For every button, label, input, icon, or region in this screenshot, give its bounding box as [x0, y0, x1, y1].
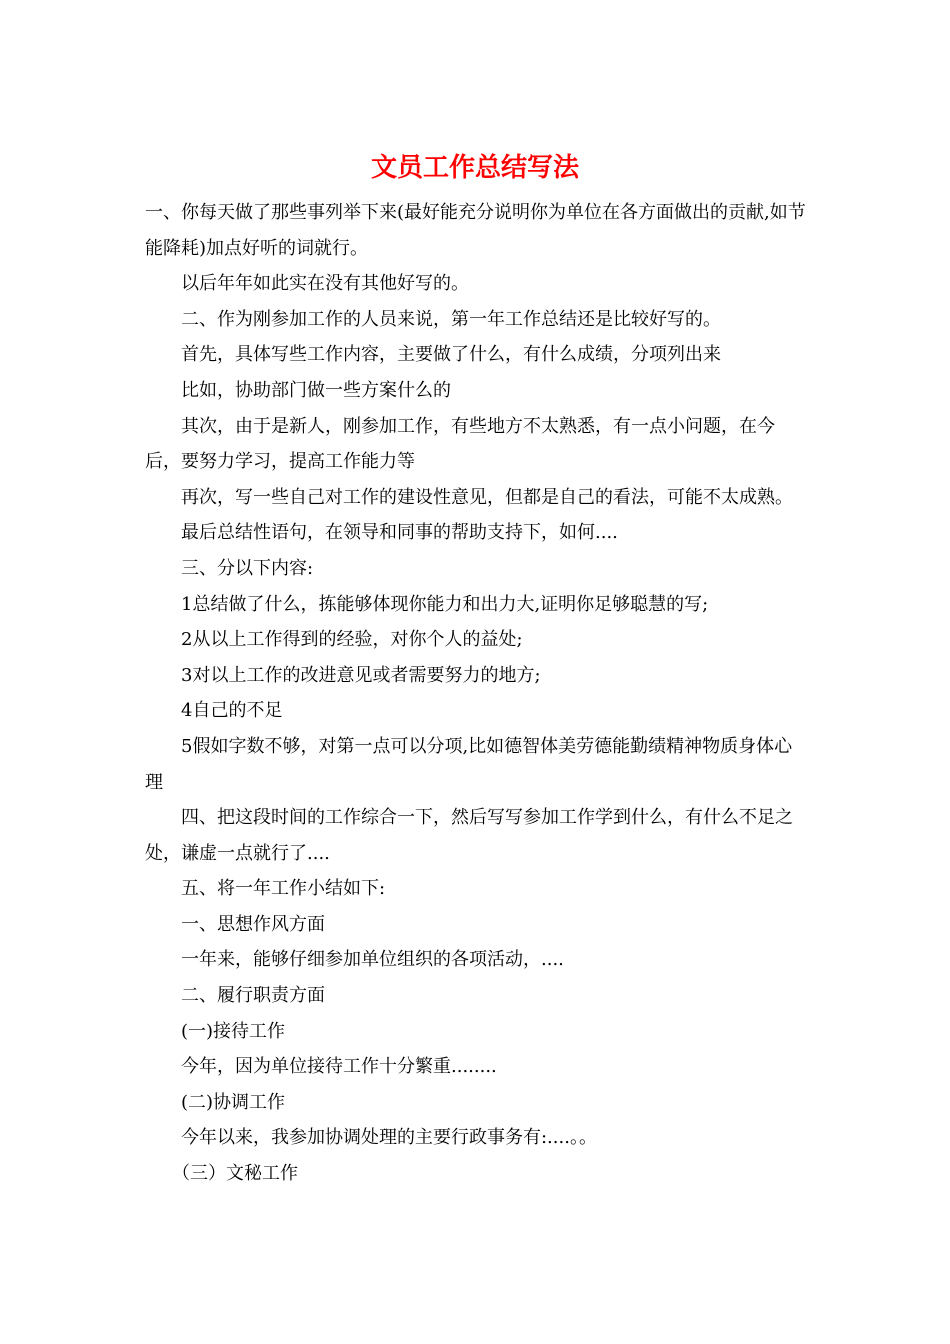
paragraph: 二、履行职责方面	[181, 985, 325, 1007]
paragraph: (一)接待工作	[181, 1020, 286, 1042]
document-body	[145, 195, 810, 1192]
paragraph: 首先，具体写些工作内容，主要做了什么，有什么成绩，分项列出来	[181, 344, 721, 366]
paragraph: 以后年年如此实在没有其他好写的。	[181, 273, 469, 295]
paragraph: 其次，由于是新人，刚参加工作，有些地方不太熟悉，有一点小问题，在今后，要努力学习，提高工作能力等	[145, 415, 775, 473]
paragraph: 5假如字数不够，对第一点可以分项,比如德智体美劳德能勤绩精神物质身体心理	[145, 735, 793, 793]
paragraph: 4自己的不足	[181, 700, 283, 722]
paragraph: 比如，协助部门做一些方案什么的	[181, 379, 451, 401]
paragraph: 三、分以下内容:	[181, 557, 314, 579]
paragraph: 一、思想作风方面	[181, 913, 325, 935]
paragraph: 五、将一年工作小结如下:	[181, 878, 386, 900]
document-title: 文员工作总结写法	[370, 153, 579, 183]
paragraph: 二、作为刚参加工作的人员来说，第一年工作总结还是比较好写的。	[181, 308, 721, 330]
paragraph: (二)协调工作	[181, 1091, 286, 1113]
paragraph: 最后总结性语句，在领导和同事的帮助支持下，如何....	[181, 522, 618, 544]
paragraph: 一、你每天做了那些事列举下来(最好能充分说明你为单位在各方面做出的贡献,如节能降耗)加点好听的词就行。	[145, 202, 806, 259]
paragraph: 今年以来，我参加协调处理的主要行政事务有:....。。	[181, 1127, 597, 1149]
paragraph: 1总结做了什么，拣能够体现你能力和出力大,证明你足够聪慧的写;	[181, 593, 709, 615]
paragraph: 2从以上工作得到的经验，对你个人的益处;	[181, 629, 523, 651]
paragraph: 一年来，能够仔细参加单位组织的各项活动，....	[181, 949, 564, 971]
paragraph: （三）文秘工作	[172, 1163, 298, 1185]
paragraph: 3对以上工作的改进意见或者需要努力的地方;	[181, 664, 541, 686]
paragraph: 再次，写一些自己对工作的建设性意见，但都是自己的看法，可能不太成熟。	[181, 486, 793, 508]
paragraph: 今年，因为单位接待工作十分繁重........	[181, 1056, 497, 1078]
paragraph: 四、把这段时间的工作综合一下，然后写写参加工作学到什么，有什么不足之处，谦虚一点就行了....	[145, 807, 793, 864]
